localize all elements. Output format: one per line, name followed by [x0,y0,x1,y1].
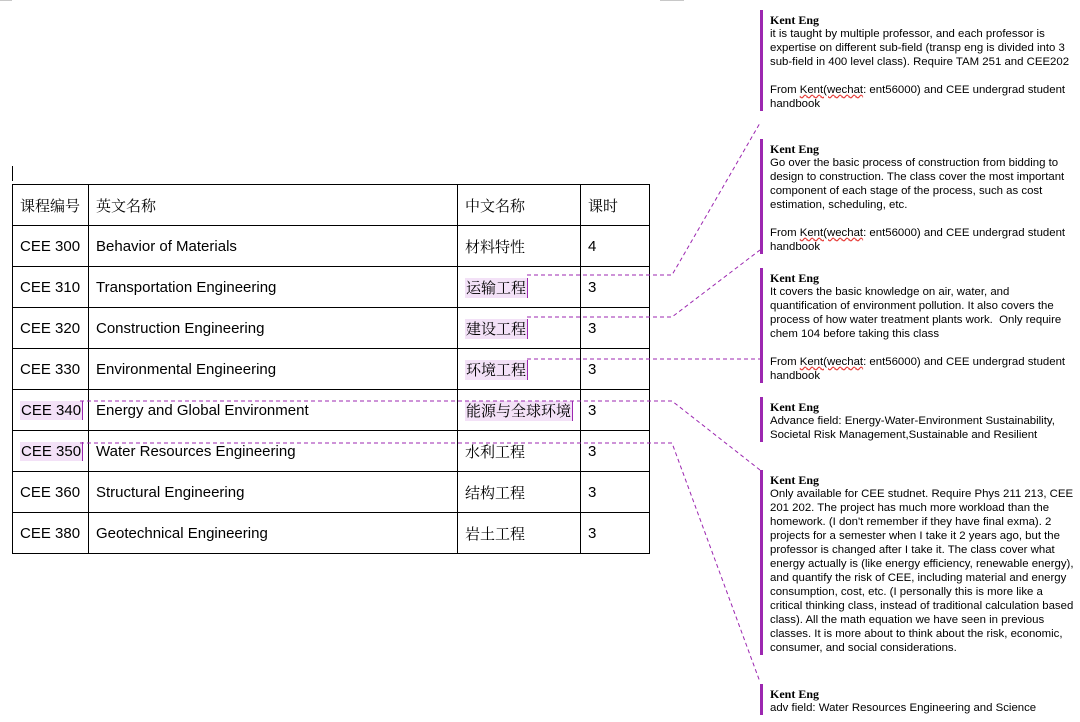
comment-pane [760,0,1080,722]
cell-hours-text: 3 [588,401,597,419]
cell-english-name[interactable] [89,431,458,472]
cell-english-name-text: Energy and Global Environment [96,401,309,419]
comment-source [770,83,1074,111]
comment-text: It covers the basic knowledge on air, water, and quantification of environment pollution. It also covers the process of how water treatment plants work. Only require chem 104 before taking this class [770,286,1065,340]
cell-course-code[interactable] [13,349,89,390]
comment-card[interactable] [760,10,1074,111]
cell-course-code[interactable] [13,267,89,308]
cell-english-name-text: Construction Engineering [96,319,265,337]
source-prefix: From [770,227,800,239]
source-link[interactable]: Kent(wechat [799,227,864,239]
cell-course-code[interactable] [13,513,89,554]
cell-hours-text: 3 [588,278,597,296]
cell-chinese-name-text: 结构工程 [465,483,526,502]
cell-english-name-text: Structural Engineering [96,483,245,501]
cell-english-name[interactable] [89,513,458,554]
cell-course-code-text: CEE 320 [20,319,81,337]
cell-chinese-name[interactable] [458,226,581,267]
cell-hours-text: 3 [588,442,597,460]
table-row [13,513,650,554]
cell-hours-text: 3 [588,319,597,337]
cell-english-name-text: Behavior of Materials [96,237,237,255]
cell-chinese-name-text: 环境工程 [466,360,527,379]
page-corner-right [660,0,684,1]
table-row [13,267,650,308]
text-cursor [12,166,13,181]
source-link[interactable]: Kent(wechat [799,84,864,96]
cell-hours-text: 3 [588,483,597,501]
cell-hours[interactable] [581,390,650,431]
cell-chinese-name[interactable] [458,349,581,390]
cell-chinese-name[interactable] [458,513,581,554]
cell-english-name[interactable] [89,390,458,431]
cell-hours[interactable] [581,308,650,349]
cell-hours[interactable] [581,349,650,390]
cell-hours-text: 3 [588,360,597,378]
cell-course-code[interactable] [13,390,89,431]
cell-chinese-name-text: 材料特性 [465,237,526,256]
table-row [13,226,650,267]
cell-english-name[interactable] [89,267,458,308]
cell-chinese-name-text: 岩土工程 [465,524,526,543]
cell-chinese-name[interactable] [458,431,581,472]
cell-chinese-name[interactable] [458,390,581,431]
course-table [12,184,650,554]
cell-chinese-name-text: 能源与全球环境 [466,401,572,420]
table-row [13,472,650,513]
comment-card[interactable] [760,268,1074,383]
comment-card[interactable] [760,397,1074,442]
cell-chinese-name[interactable] [458,472,581,513]
cell-english-name-text: Water Resources Engineering [96,442,296,460]
cell-english-name-text: Transportation Engineering [96,278,277,296]
source-prefix: From [770,84,800,96]
cell-course-code-text: CEE 340 [21,401,82,419]
cell-english-name[interactable] [89,472,458,513]
cell-english-name-text: Geotechnical Engineering [96,524,268,542]
cell-hours[interactable] [581,431,650,472]
cell-english-name[interactable] [89,349,458,390]
cell-course-code-text: CEE 330 [20,360,81,378]
cell-english-name[interactable] [89,308,458,349]
cell-chinese-name-text: 建设工程 [466,319,527,338]
header-english-name[interactable]: 英文名称 [89,185,458,226]
source-prefix: From [770,356,800,368]
comment-text: Go over the basic process of construction from bidding to design to construction. The class cover the most important component of each stage of the process, such as cost estimation, scheduling, etc. [770,157,1068,211]
cell-course-code[interactable] [13,472,89,513]
comment-author: Kent Eng [770,13,820,27]
source-link[interactable]: Kent(wechat [799,356,864,368]
cell-hours-text: 3 [588,524,597,542]
cell-hours[interactable] [581,226,650,267]
comment-card[interactable] [760,139,1074,254]
comment-text: adv field: Water Resources Engineering and Science [770,702,1037,714]
cell-course-code-text: CEE 350 [21,442,82,460]
header-course-code[interactable]: 课程编号 [13,185,89,226]
cell-course-code-text: CEE 310 [20,278,81,296]
table-row [13,390,650,431]
cell-hours-text: 4 [588,237,597,255]
comment-text: it is taught by multiple professor, and each professor is expertise on different sub-field (transp eng is divided into 3 sub-field in 400 level class). Require TAM 251 and CEE202 [770,28,1070,68]
table-row [13,349,650,390]
page-corner-left [0,0,12,1]
cell-hours[interactable] [581,472,650,513]
comment-author: Kent Eng [770,142,820,156]
cell-chinese-name[interactable] [458,267,581,308]
table-row [13,431,650,472]
comment-source [770,226,1074,254]
header-hours[interactable]: 课时 [581,185,650,226]
comment-text: Advance field: Energy-Water-Environment Sustainability, Societal Risk Management,Sustainable and Resilient [770,415,1059,441]
cell-hours[interactable] [581,267,650,308]
cell-chinese-name-text: 运输工程 [466,278,527,297]
cell-chinese-name[interactable] [458,308,581,349]
table-header-row [13,185,650,226]
comment-author: Kent Eng [770,271,820,285]
source-suffix: : ent56000) and CEE undergrad student handbook [770,356,1069,382]
comment-card[interactable] [760,684,1074,715]
comment-text: Only available for CEE studnet. Require Phys 211 213, CEE 201 202. The project has much more workload than the homework. (I don't remember if they have final exma). 2 projects for a semester when I take it 2 years ago, but the professor is changed after I take it. The class cover what energy actually is (like energy efficiency, renewable energy), and quantify the risk of CEE, including material and energy consumption, cost, etc. (I personally this is more like a critical thinking class, instead of traditional calculation based class). All the math equation we have seen in previous classes. It is more about to think about the risk, economic, consumer, and social considerations. [770,488,1077,654]
cell-english-name-text: Environmental Engineering [96,360,277,378]
table-row [13,308,650,349]
source-suffix: : ent56000) and CEE undergrad student handbook [770,227,1069,253]
cell-course-code[interactable] [13,226,89,267]
cell-chinese-name-text: 水利工程 [465,442,526,461]
comment-card[interactable] [760,470,1077,655]
source-suffix: : ent56000) and CEE undergrad student handbook [770,84,1069,110]
cell-course-code-text: CEE 360 [20,483,81,501]
header-chinese-name[interactable]: 中文名称 [458,185,581,226]
comment-author: Kent Eng [770,687,820,701]
cell-hours[interactable] [581,513,650,554]
comment-author: Kent Eng [770,473,820,487]
cell-course-code-text: CEE 380 [20,524,81,542]
comment-source [770,355,1074,383]
cell-course-code[interactable] [13,308,89,349]
cell-course-code-text: CEE 300 [20,237,81,255]
cell-english-name[interactable] [89,226,458,267]
comment-author: Kent Eng [770,400,820,414]
cell-course-code[interactable] [13,431,89,472]
